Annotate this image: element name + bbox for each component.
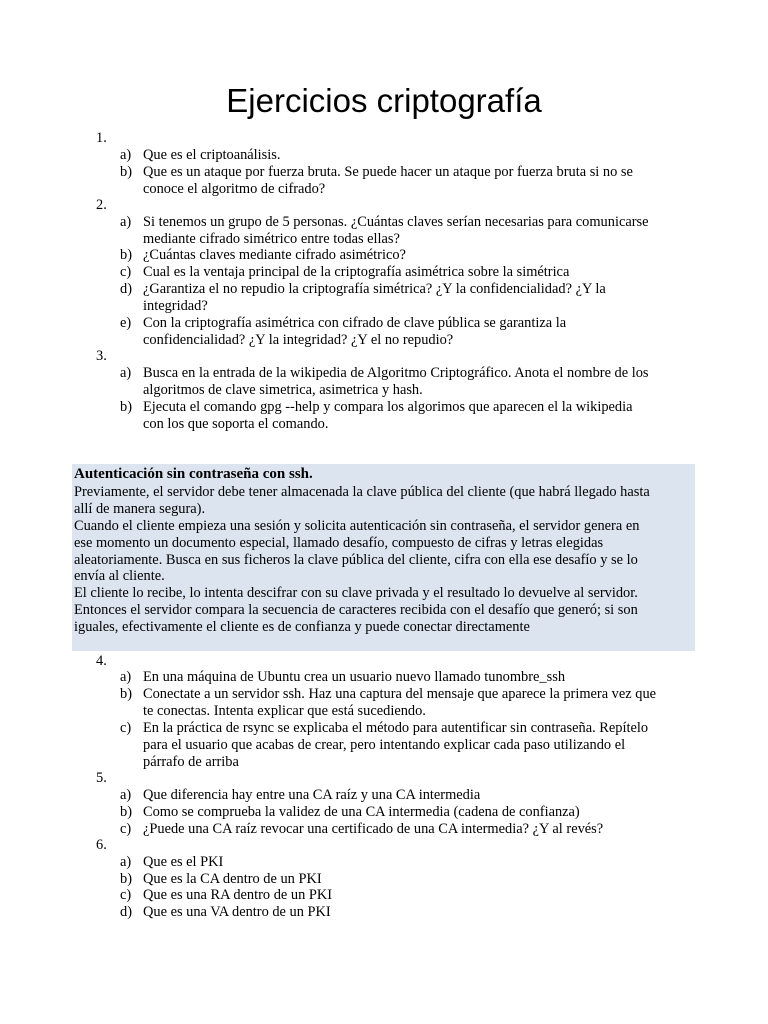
list-item-text: mediante cifrado simétrico entre todas ellas? — [143, 230, 400, 247]
list-item-text: conoce el algoritmo de cifrado? — [143, 180, 326, 197]
list-item-label: a) — [120, 214, 132, 230]
ssh-box-title: Autenticación sin contraseña con ssh. — [74, 466, 313, 482]
list-item-label: d) — [120, 904, 132, 920]
ssh-box-line: aleatoriamente. Busca en sus ficheros la clave pública del cliente, cifra con ella ese desafío y se lo — [74, 552, 638, 568]
list-item-label: a) — [120, 787, 132, 803]
list-item-label: c) — [120, 887, 132, 903]
list-item-text: Si tenemos un grupo de 5 personas. ¿Cuántas claves serían necesarias para comunicarse — [143, 214, 649, 230]
list-item-text: Que es una RA dentro de un PKI — [143, 887, 333, 903]
list-item-label: b) — [120, 164, 132, 180]
list-item-text: Que es el criptoanálisis. — [143, 147, 281, 163]
list-item-label: b) — [120, 686, 132, 702]
section-number: 3. — [96, 348, 107, 364]
list-item-text: Ejecuta el comando gpg --help y compara los algorimos que aparecen el la wikipedia — [143, 399, 633, 415]
list-item-text: En la práctica de rsync se explicaba el método para autentificar sin contraseña. Repítelo — [143, 720, 649, 736]
list-item-text: Que es una VA dentro de un PKI — [143, 904, 331, 920]
list-item-label: b) — [120, 399, 132, 415]
list-item-text: Que diferencia hay entre una CA raíz y una CA intermedia — [143, 787, 481, 803]
list-item-text: integridad? — [143, 297, 208, 314]
list-item-text: algoritmos de clave simetrica, asimetrica y hash. — [143, 381, 423, 398]
list-item-text: Cual es la ventaja principal de la criptografía asimétrica sobre la simétrica — [143, 264, 570, 280]
list-item-text: para el usuario que acabas de crear, pero intentando explicar cada paso utilizando el — [143, 736, 626, 753]
ssh-box-line: El cliente lo recibe, lo intenta descifrar con su clave privada y el resultado lo devuelve al servidor. — [74, 585, 638, 601]
list-item-label: e) — [120, 315, 132, 331]
list-item-text: Busca en la entrada de la wikipedia de Algoritmo Criptográfico. Anota el nombre de los — [143, 365, 649, 381]
ssh-box-line: Cuando el cliente empieza una sesión y solicita autenticación sin contraseña, el servidor genera en — [74, 518, 640, 534]
list-item-label: a) — [120, 147, 132, 163]
list-item-text: Que es un ataque por fuerza bruta. Se puede hacer un ataque por fuerza bruta si no se — [143, 164, 633, 180]
list-item-text: Que es el PKI — [143, 854, 224, 870]
ssh-box-line: iguales, efectivamente el cliente es de confianza y puede conectar directamente — [74, 619, 530, 635]
list-item-text: Conectate a un servidor ssh. Haz una captura del mensaje que aparece la primera vez que — [143, 686, 657, 702]
section-number: 4. — [96, 653, 107, 669]
list-item-label: c) — [120, 264, 132, 280]
section-number: 2. — [96, 197, 107, 213]
ssh-box-line: Entonces el servidor compara la secuencia de caracteres recibida con el desafío que generó; si son — [74, 602, 638, 618]
list-item-text: ¿Puede una CA raíz revocar una certificado de una CA intermedia? ¿Y al revés? — [143, 821, 604, 837]
list-item-text: te conectas. Intenta explicar que está sucediendo. — [143, 702, 426, 719]
section-number: 1. — [96, 130, 107, 146]
ssh-box-line: allí de manera segura). — [74, 501, 206, 517]
ssh-info-box — [72, 464, 695, 651]
section-number: 5. — [96, 770, 107, 786]
list-item-label: a) — [120, 854, 132, 870]
list-item-text: Que es la CA dentro de un PKI — [143, 871, 322, 887]
list-item-label: c) — [120, 720, 132, 736]
list-item-text: con los que soporta el comando. — [143, 415, 329, 432]
list-item-label: b) — [120, 804, 132, 820]
list-item-label: a) — [120, 669, 132, 685]
list-item-label: a) — [120, 365, 132, 381]
list-item-text: Como se comprueba la validez de una CA intermedia (cadena de confianza) — [143, 804, 580, 820]
document-title: Ejercicios criptografía — [226, 82, 542, 119]
list-item-label: b) — [120, 871, 132, 887]
list-item-text: ¿Garantiza el no repudio la criptografía simétrica? ¿Y la confidencialidad? ¿Y la — [143, 281, 606, 297]
ssh-box-line: Previamente, el servidor debe tener almacenada la clave pública del cliente (que habrá llegado hasta — [74, 484, 650, 500]
list-item-text: párrafo de arriba — [143, 753, 239, 770]
list-item-text: Con la criptografía asimétrica con cifrado de clave pública se garantiza la — [143, 315, 567, 331]
list-item-text: En una máquina de Ubuntu crea un usuario nuevo llamado tunombre_ssh — [143, 669, 566, 685]
list-item-label: c) — [120, 821, 132, 837]
list-item-text: confidencialidad? ¿Y la integridad? ¿Y el no repudio? — [143, 331, 454, 348]
ssh-box-line: envía al cliente. — [74, 568, 165, 584]
list-item-text: ¿Cuántas claves mediante cifrado asimétrico? — [143, 247, 406, 263]
section-number: 6. — [96, 837, 107, 853]
list-item-label: b) — [120, 247, 132, 263]
ssh-box-line: ese momento un documento especial, llamado desafío, compuesto de cifras y letras elegidas — [74, 535, 604, 551]
list-item-label: d) — [120, 281, 132, 297]
